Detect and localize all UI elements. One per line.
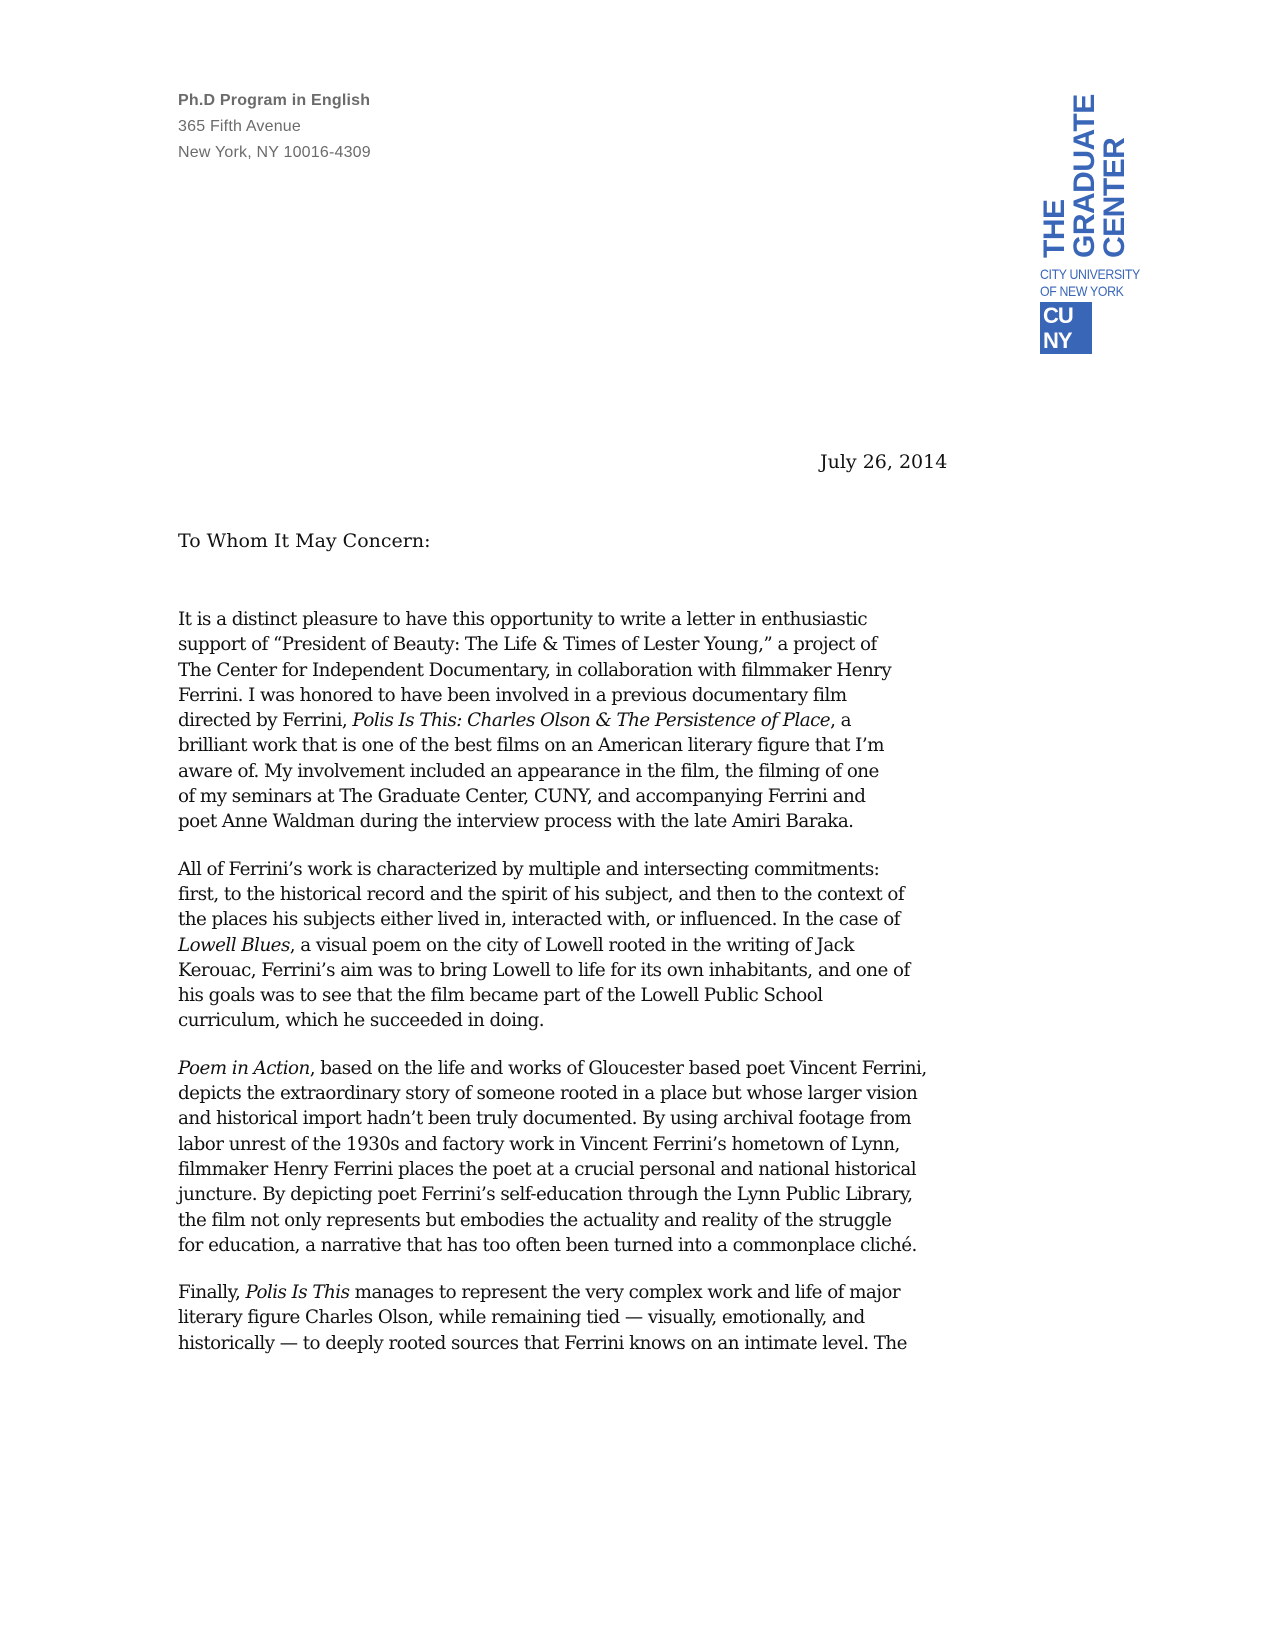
department-name: Ph.D Program in English [178,92,371,109]
body-paragraph [178,1056,1048,1258]
body-line: and historical import hadn’t been truly documented. By using archival footage from [178,1108,912,1130]
body-line: juncture. By depicting poet Ferrini’s self-education through the Lynn Public Library, [178,1184,913,1206]
body-line: of my seminars at The Graduate Center, CUNY, and accompanying Ferrini and [178,786,866,808]
logo-line-center: CENTER [1098,137,1131,258]
body-line: his goals was to see that the film became part of the Lowell Public School [178,985,823,1007]
body-line: first, to the historical record and the spirit of his subject, and then to the context of [178,883,905,905]
body-line: labor unrest of the 1930s and factory work in Vincent Ferrini’s hometown of Lynn, [178,1133,900,1155]
body-line: for education, a narrative that has too often been turned into a commonplace cliché. [178,1234,917,1256]
cuny-block-line2: NY [1043,328,1072,353]
body-line: Poem in Action, based on the life and works of Gloucester based poet Vincent Ferrini, [178,1057,927,1079]
body-line: historically — to deeply rooted sources that Ferrini knows on an intimate level. The [178,1332,907,1354]
body-line: All of Ferrini’s work is characterized by multiple and intersecting commitments: [178,858,880,880]
logo-university-line2: OF NEW YORK [1040,283,1124,299]
body-line: the places his subjects either lived in, interacted with, or influenced. In the case of [178,909,900,931]
italic-title: Polis Is This: Charles Olson & The Persistence of Place [352,710,831,732]
letter-date: July 26, 2014 [820,451,948,473]
body-paragraph [178,607,1048,835]
body-line: support of “President of Beauty: The Life & Times of Lester Young,” a project of [178,634,877,656]
body-line: Ferrini. I was honored to have been involved in a previous documentary film [178,684,847,706]
italic-title: Polis Is This [245,1282,350,1304]
italic-title: Lowell Blues [178,934,290,956]
salutation: To Whom It May Concern: [178,530,431,552]
logo-university-name [1040,266,1154,300]
logo-university-line1: CITY UNIVERSITY [1040,266,1140,282]
body-line: directed by Ferrini, Polis Is This: Charles Olson & The Persistence of Place, a [178,710,851,732]
body-line: filmmaker Henry Ferrini places the poet at a crucial personal and national historical [178,1158,916,1180]
italic-title: Poem in Action [178,1057,310,1079]
body-line: It is a distinct pleasure to have this opportunity to write a letter in enthusiastic [178,609,868,630]
body-line: brilliant work that is one of the best films on an American literary figure that I’m [178,735,884,757]
body-line: curriculum, which he succeeded in doing. [178,1010,545,1032]
return-address [178,88,371,166]
graduate-center-logo [1040,86,1160,361]
logo-line-graduate: GRADUATE [1068,94,1101,258]
body-line: Kerouac, Ferrini’s aim was to bring Lowell to life for its own inhabitants, and one of [178,959,910,981]
body-paragraph [178,1280,1048,1356]
body-line: the film not only represents but embodies the actuality and reality of the struggle [178,1209,892,1231]
body-line: aware of. My involvement included an appearance in the film, the filming of one [178,760,879,782]
body-line: poet Anne Waldman during the interview process with the late Amiri Baraka. [178,811,854,833]
body-line: depicts the extraordinary story of someone rooted in a place but whose larger vision [178,1083,918,1105]
letter-body [178,607,1048,1378]
city-state-zip: New York, NY 10016-4309 [178,144,371,161]
cuny-block-line1: CU [1043,303,1073,328]
body-line: Lowell Blues, a visual poem on the city of Lowell rooted in the writing of Jack [178,934,854,956]
logo-line-the: THE [1038,199,1071,258]
body-line: literary figure Charles Olson, while remaining tied — visually, emotionally, and [178,1307,865,1329]
body-line: The Center for Independent Documentary, in collaboration with filmmaker Henry [178,659,892,681]
logo-wordmark [1038,86,1131,258]
body-line: Finally, Polis Is This manages to represent the very complex work and life of major [178,1282,901,1304]
body-paragraph [178,857,1048,1034]
street-address: 365 Fifth Avenue [178,118,301,135]
cuny-block-icon [1040,302,1092,354]
